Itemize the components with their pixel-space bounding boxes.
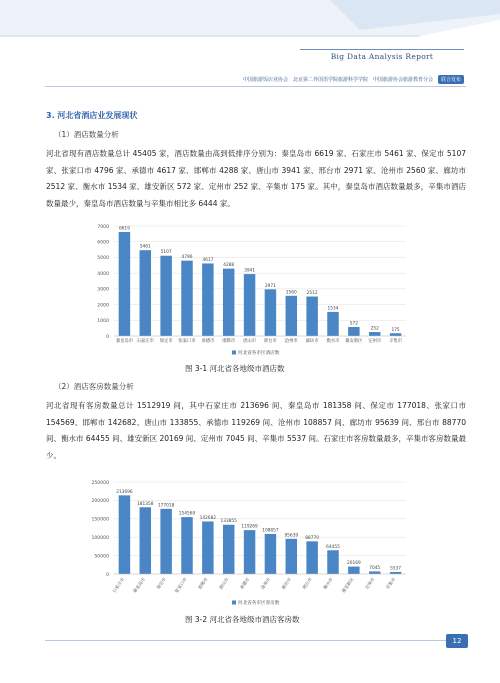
data-label: 1534 — [327, 306, 339, 312]
y-tick-label: 200000 — [91, 499, 109, 505]
x-tick-label: 雄安新区 — [345, 339, 363, 344]
y-tick-label: 0 — [106, 334, 109, 340]
x-tick-label: 秦皇岛市 — [115, 339, 134, 344]
figure-caption-2: 图 3-2 河北省各地级市酒店客房数 — [185, 615, 300, 624]
x-tick-label: 衡水市 — [326, 339, 340, 344]
header-divider — [45, 86, 466, 87]
data-label: 88770 — [305, 535, 319, 541]
y-tick-label: 0 — [106, 572, 109, 578]
bar — [327, 312, 338, 336]
x-tick-label: 保定市 — [159, 339, 173, 344]
subsection-2-title: （2）酒店客房数量分析 — [54, 382, 134, 391]
org-3: 中国旅游协会旅游教育分会 — [372, 77, 433, 83]
data-label: 7045 — [369, 565, 381, 571]
report-title-text: Big Data Analysis Report — [330, 52, 434, 61]
report-title — [300, 49, 464, 64]
data-label: 4288 — [223, 263, 235, 269]
data-label: 119269 — [241, 524, 258, 530]
legend-swatch — [232, 351, 236, 355]
x-tick-label: 张家口市 — [174, 577, 189, 595]
y-tick-label: 3000 — [97, 287, 109, 293]
data-label: 2560 — [285, 290, 297, 296]
x-tick-label: 邢台市 — [302, 577, 314, 591]
footer-divider — [45, 640, 466, 641]
x-tick-label: 承德市 — [201, 339, 215, 344]
org-1: 中国旅游饭店业协会 — [242, 77, 288, 83]
legend-swatch — [232, 601, 236, 605]
bar — [390, 572, 401, 574]
bar — [369, 332, 380, 336]
x-tick-label: 唐山市 — [243, 339, 257, 344]
org-2: 北京第二外国语学院旅游科学学院 — [292, 77, 368, 83]
bar — [202, 521, 213, 574]
bar — [202, 263, 213, 336]
subsection-1-title: （1）酒店数量分析 — [54, 130, 119, 139]
x-tick-label: 衡水市 — [323, 577, 335, 591]
x-tick-label: 定州市 — [368, 339, 382, 344]
data-label: 4796 — [181, 255, 193, 261]
data-label: 133855 — [220, 519, 237, 525]
data-label: 142682 — [199, 515, 217, 521]
x-tick-label: 沧州市 — [260, 577, 273, 591]
data-label: 213696 — [116, 489, 133, 495]
bar — [306, 297, 317, 336]
paragraph-1: 河北省现有酒店数量总计 45405 家，酒店数量由高到低排序分别为：秦皇岛市 6619 家、石家庄市 5461 家、保定市 5107 家、张家口市 4796 家、承德市 4617 家、邯郸市 4288 家、唐山市 3941 家、邢台市 2971 家、沧州市 2560 家、廊坊市 2512 家、衡水市 1534 家、雄安新区 572 家、定州市 252 家、辛集市 175 家。其中，秦皇岛市酒店数量最多，辛集市酒店数量最少，秦皇岛市酒店数量与辛集市相比多 6444 家。 — [46, 149, 466, 208]
data-label: 20169 — [347, 561, 361, 567]
x-tick-label: 廊坊市 — [281, 577, 293, 591]
data-label: 5461 — [139, 244, 151, 250]
header-decoration — [0, 0, 500, 44]
data-label: 154569 — [178, 511, 196, 517]
data-label: 177018 — [157, 503, 175, 509]
data-label: 252 — [370, 326, 379, 332]
bar — [160, 509, 171, 574]
bar — [181, 261, 192, 336]
data-label: 181358 — [137, 501, 154, 507]
data-label: 5537 — [390, 566, 402, 572]
bar — [348, 567, 359, 574]
figure-caption-1: 图 3-1 河北省各地级市酒店数 — [185, 364, 285, 373]
data-label: 2512 — [306, 291, 318, 297]
x-tick-label: 沧州市 — [284, 339, 298, 344]
data-label: 6619 — [118, 226, 130, 232]
data-label: 175 — [391, 327, 400, 333]
bar — [140, 250, 151, 336]
publish-badge: 联合发布 — [438, 75, 464, 84]
x-tick-label: 张家口市 — [178, 339, 196, 344]
chart-hotel-count — [88, 218, 412, 360]
paragraph-2: 河北省现有客房数量总计 1512919 间，其中石家庄市 213696 间、秦皇岛市 181358 间、保定市 177018、张家口市 154569、邯郸市 142682、唐山市 133855、承德市 119269 间、沧州市 108857 间、廊坊市 95639 间、邢台市 88770 间、衡水市 64455 间、雄安新区 20169 间、定州市 7045 间、辛集市 5537 间。石家庄市客房数量最多，辛集市客房数量最少。 — [46, 401, 466, 460]
bar — [223, 269, 234, 336]
data-label: 95639 — [284, 533, 299, 539]
data-label: 64455 — [326, 544, 340, 550]
x-tick-label: 雄安新区 — [341, 577, 356, 595]
x-tick-label: 秦皇岛市 — [132, 577, 147, 595]
bar — [140, 507, 151, 574]
bar — [286, 296, 297, 336]
y-tick-label: 4000 — [97, 271, 109, 277]
y-tick-label: 150000 — [91, 517, 109, 523]
main-content-2 — [46, 381, 466, 464]
chart-room-count — [88, 476, 412, 608]
bar — [327, 550, 338, 574]
y-tick-label: 250000 — [91, 480, 109, 486]
section-title: 3. 河北省酒店业发展现状 — [46, 111, 138, 120]
bar — [181, 517, 192, 574]
legend-label: 河北省各市区客房数 — [238, 601, 280, 606]
x-tick-label: 廊坊市 — [305, 339, 319, 344]
bar — [286, 539, 297, 574]
bar — [306, 541, 317, 574]
bar — [369, 571, 380, 574]
x-tick-label: 承德市 — [239, 577, 252, 591]
data-label: 5107 — [160, 250, 172, 256]
bar — [119, 232, 130, 336]
bar — [244, 530, 255, 574]
main-content — [46, 110, 466, 212]
bar — [265, 289, 276, 336]
x-tick-label: 邢台市 — [263, 339, 277, 344]
bar — [223, 525, 234, 574]
bar — [160, 256, 171, 336]
legend-label: 河北省各市区酒店数 — [238, 351, 280, 356]
bar — [348, 327, 359, 336]
page-number: 12 — [446, 634, 468, 648]
data-label: 108857 — [262, 528, 279, 534]
data-label: 4617 — [202, 257, 214, 263]
bar — [265, 534, 276, 574]
org-line — [243, 75, 464, 84]
data-label: 3941 — [244, 268, 256, 274]
x-tick-label: 石家庄市 — [112, 577, 127, 595]
y-tick-label: 6000 — [97, 240, 109, 246]
bar — [244, 274, 255, 336]
data-label: 2971 — [264, 283, 276, 289]
y-tick-label: 5000 — [97, 256, 109, 262]
x-tick-label: 邯郸市 — [198, 577, 210, 591]
x-tick-label: 定州市 — [364, 577, 377, 591]
data-label: 572 — [349, 321, 358, 327]
x-tick-label: 辛集市 — [389, 339, 403, 344]
x-tick-label: 邯郸市 — [222, 339, 236, 344]
y-tick-label: 2000 — [97, 303, 109, 309]
x-tick-label: 石家庄市 — [136, 339, 154, 344]
y-tick-label: 100000 — [91, 536, 109, 541]
bar — [119, 495, 130, 574]
x-tick-label: 辛集市 — [385, 577, 398, 591]
y-tick-label: 1000 — [97, 319, 109, 325]
x-tick-label: 唐山市 — [218, 577, 231, 591]
x-tick-label: 保定市 — [156, 577, 168, 591]
bar — [390, 333, 401, 336]
y-tick-label: 7000 — [97, 224, 109, 230]
y-tick-label: 50000 — [94, 554, 109, 560]
